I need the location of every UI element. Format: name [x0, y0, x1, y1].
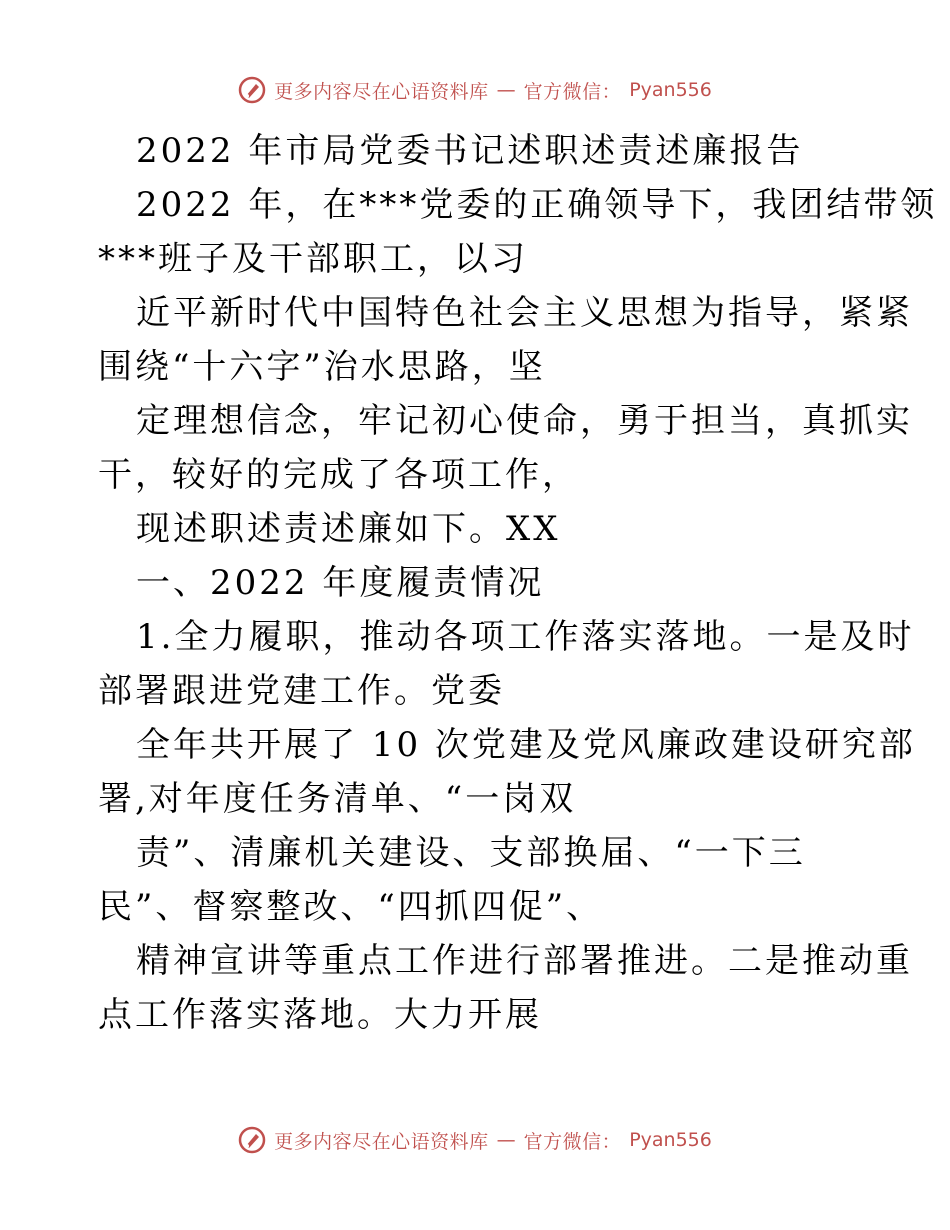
- paragraph-line: 围绕“十六字”治水思路，坚: [98, 347, 546, 387]
- document-title: 2022 年市局党委书记述职述责述廉报告: [136, 131, 804, 171]
- footer-watermark: [0, 1126, 950, 1154]
- paragraph-line: 部署跟进党建工作。党委: [98, 671, 505, 711]
- paragraph-line: 责”、清廉机关建设、支部换届、“一下三: [136, 833, 806, 873]
- document-body: [98, 124, 938, 1042]
- paragraph-line: 近平新时代中国特色社会主义思想为指导，紧紧: [136, 293, 913, 333]
- watermark-official: 官方微信：: [523, 1130, 622, 1153]
- paragraph-line: 现述职述责述廉如下。XX: [136, 509, 561, 549]
- paragraph-line: 2022 年，在***党委的正确领导下，我团结带领: [136, 185, 938, 225]
- paragraph-line: ***班子及干部职工，以习: [98, 239, 528, 279]
- pen-logo-icon: [238, 76, 266, 104]
- watermark-separator: —: [496, 1129, 516, 1151]
- watermark-handle: Pyan556: [629, 1129, 712, 1151]
- paragraph-line: 全年共开展了 10 次党建及党风廉政建设研究部: [136, 725, 916, 765]
- paragraph-line: 定理想信念，牢记初心使命，勇于担当，真抓实: [136, 401, 913, 441]
- watermark-text: 更多内容尽在心语资料库: [274, 80, 489, 103]
- watermark-separator: —: [496, 79, 516, 101]
- paragraph-line: 民”、督察整改、“四抓四促”、: [98, 887, 604, 927]
- watermark-text: 更多内容尽在心语资料库: [274, 1130, 489, 1153]
- paragraph-line: 精神宣讲等重点工作进行部署推进。二是推动重: [136, 941, 913, 981]
- paragraph-line: 1.全力履职，推动各项工作落实落地。一是及时: [136, 617, 915, 657]
- paragraph-line: 署,对年度任务清单、“一岗双: [98, 779, 577, 819]
- section-heading: 一、2022 年度履责情况: [136, 563, 545, 603]
- watermark-handle: Pyan556: [629, 79, 712, 101]
- header-watermark: [0, 76, 950, 104]
- paragraph-line: 干，较好的完成了各项工作，: [98, 455, 579, 495]
- paragraph-line: 点工作落实落地。大力开展: [98, 995, 542, 1035]
- pen-logo-icon: [238, 1126, 266, 1154]
- watermark-official: 官方微信：: [523, 80, 622, 103]
